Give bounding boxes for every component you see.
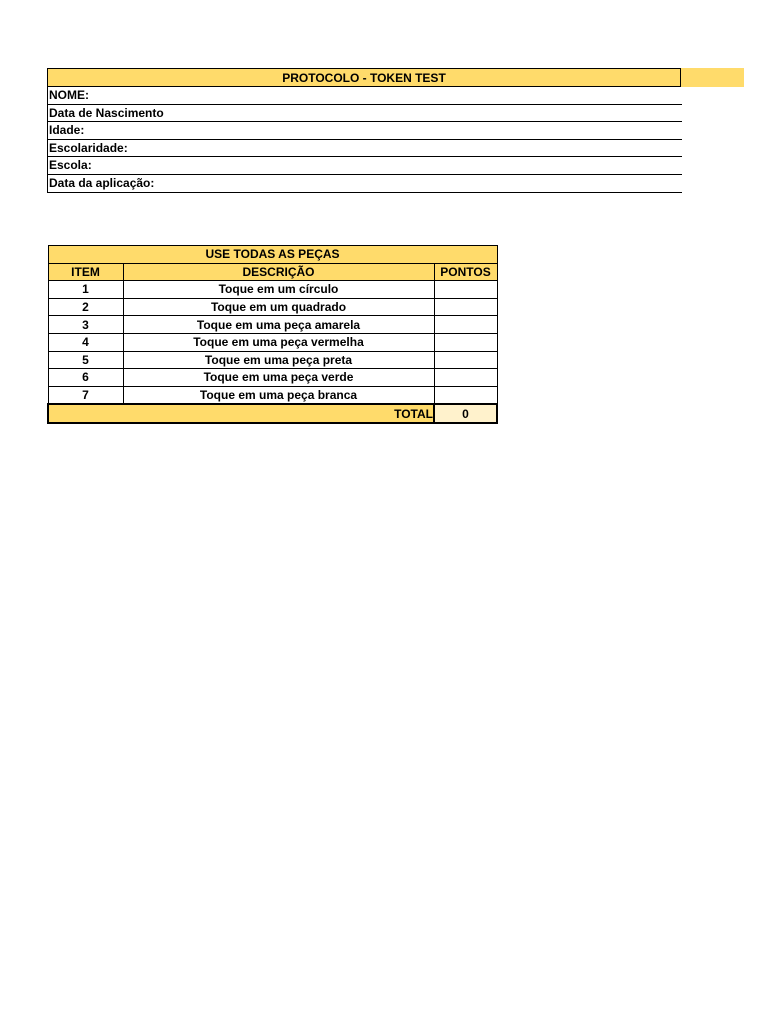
points-cell[interactable] bbox=[434, 386, 497, 404]
item-description: Toque em um quadrado bbox=[123, 298, 434, 316]
item-description: Toque em um círculo bbox=[123, 281, 434, 299]
score-table-header-row bbox=[48, 263, 497, 281]
total-value: 0 bbox=[434, 404, 497, 423]
item-number: 5 bbox=[48, 351, 123, 369]
points-cell[interactable] bbox=[434, 281, 497, 299]
table-row bbox=[48, 281, 497, 299]
item-description: Toque em uma peça vermelha bbox=[123, 333, 434, 351]
points-cell[interactable] bbox=[434, 316, 497, 334]
item-number: 3 bbox=[48, 316, 123, 334]
item-description: Toque em uma peça preta bbox=[123, 351, 434, 369]
field-escola[interactable]: Escola: bbox=[48, 157, 682, 175]
item-number: 4 bbox=[48, 333, 123, 351]
points-cell[interactable] bbox=[434, 333, 497, 351]
protocol-fields bbox=[47, 87, 682, 193]
field-data-nascimento[interactable]: Data de Nascimento bbox=[48, 105, 682, 123]
field-data-aplicacao[interactable]: Data da aplicação: bbox=[48, 175, 682, 193]
points-cell[interactable] bbox=[434, 369, 497, 387]
protocol-title-text: PROTOCOLO - TOKEN TEST bbox=[282, 70, 446, 85]
item-number: 2 bbox=[48, 298, 123, 316]
header-item: ITEM bbox=[48, 263, 123, 281]
item-description: Toque em uma peça amarela bbox=[123, 316, 434, 334]
table-row bbox=[48, 351, 497, 369]
field-idade[interactable]: Idade: bbox=[48, 122, 682, 140]
protocol-title bbox=[47, 68, 681, 87]
protocol-title-fill-extension bbox=[681, 68, 744, 87]
points-cell[interactable] bbox=[434, 351, 497, 369]
item-number: 6 bbox=[48, 369, 123, 387]
score-table-title-row bbox=[48, 246, 497, 264]
field-escolaridade[interactable]: Escolaridade: bbox=[48, 140, 682, 158]
item-number: 1 bbox=[48, 281, 123, 299]
table-row bbox=[48, 369, 497, 387]
item-description: Toque em uma peça verde bbox=[123, 369, 434, 387]
table-row bbox=[48, 298, 497, 316]
field-nome[interactable]: NOME: bbox=[48, 87, 682, 105]
total-row bbox=[48, 404, 497, 423]
score-table bbox=[47, 245, 498, 424]
table-row bbox=[48, 333, 497, 351]
header-description: DESCRIÇÃO bbox=[123, 263, 434, 281]
item-number: 7 bbox=[48, 386, 123, 404]
item-description: Toque em uma peça branca bbox=[123, 386, 434, 404]
score-table-title: USE TODAS AS PEÇAS bbox=[48, 246, 497, 264]
total-label: TOTAL bbox=[48, 404, 434, 423]
header-points: PONTOS bbox=[434, 263, 497, 281]
table-row bbox=[48, 316, 497, 334]
points-cell[interactable] bbox=[434, 298, 497, 316]
table-row bbox=[48, 386, 497, 404]
